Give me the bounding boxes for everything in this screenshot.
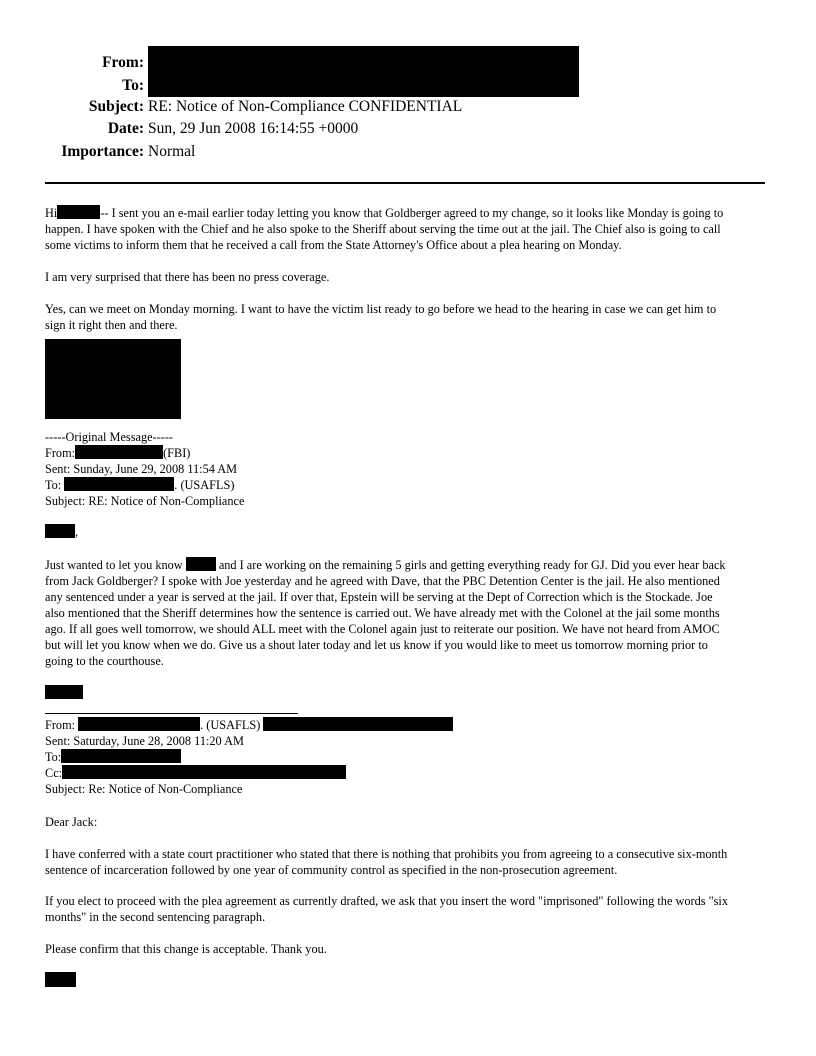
original-message-divider: -----Original Message----- (45, 430, 174, 444)
text-line: sign it right then and there. (45, 318, 178, 332)
text-line: from Jack Goldberger? I spoke with Joe yesterday and he agreed with Dave, that the PBC Detention Center is the jail. He also mentioned (45, 574, 720, 588)
original-message-2-header (45, 717, 770, 797)
text-span: From: (45, 718, 76, 732)
original-message-1-header (45, 429, 770, 509)
to-label: To: (122, 77, 144, 94)
text-span: -- I sent you an e-mail earlier today letting you know that Goldberger agreed to my change, so it looks like Monday is going to (100, 206, 724, 220)
text-span: (FBI) (163, 446, 191, 460)
redaction (45, 524, 75, 538)
text-span: . (USAFLS) (174, 478, 235, 492)
redaction-from-to (148, 46, 579, 97)
original-message-2-paragraph-1 (45, 846, 770, 878)
text-line (45, 445, 770, 461)
date-label: Date: (107, 120, 144, 137)
redaction (75, 445, 163, 459)
text-span: , (75, 525, 79, 539)
text-line: I have conferred with a state court practitioner who stated that there is nothing that prohibits you from agreeing to a consecutive six-month (45, 847, 728, 861)
redaction (263, 717, 453, 731)
text-span: To: (45, 750, 62, 764)
redaction-signature (45, 972, 76, 987)
text-line: I am very surprised that there has been no press coverage. (45, 270, 330, 284)
text-line: going to the courthouse. (45, 654, 164, 668)
redaction (78, 717, 200, 731)
text-line: Yes, can we meet on Monday morning. I want to have the victim list ready to go before we head to the hearing in case we can get him to (45, 302, 717, 316)
text-span: To: (45, 478, 62, 492)
text-line: Subject: RE: Notice of Non-Compliance (45, 494, 245, 508)
text-line: ago. If all goes well tomorrow, we should ALL meet with the Colonel again just to reiterate our position. We have not heard from AMOC (45, 622, 720, 636)
importance-label: Importance: (61, 143, 144, 160)
importance-value: Normal (148, 143, 196, 160)
text-span: Just wanted to let you know (45, 558, 183, 572)
text-line: any sentenced under a year is served at the jail. If over that, Epstein will be serving at the Dept of Correction which is the Stockade. Joe (45, 590, 713, 604)
redaction (57, 205, 100, 219)
original-message-1-greeting (45, 524, 770, 540)
reply-paragraph-3 (45, 301, 770, 333)
text-span: . (USAFLS) (200, 718, 261, 732)
reply-paragraph-1 (45, 205, 770, 253)
text-line: Subject: Re: Notice of Non-Compliance (45, 782, 243, 796)
redaction-signature (45, 339, 181, 419)
text-line: months" in the second sentencing paragraph. (45, 910, 266, 924)
text-span: Cc: (45, 766, 63, 780)
redaction-signature (45, 685, 83, 699)
message-separator (45, 713, 298, 714)
text-line (45, 524, 770, 540)
text-line: Sent: Sunday, June 29, 2008 11:54 AM (45, 462, 238, 476)
original-message-2-paragraph-2 (45, 893, 770, 925)
text-line (45, 477, 770, 493)
subject-label: Subject: (88, 98, 144, 115)
text-line (45, 765, 770, 781)
text-line: Please confirm that this change is acceptable. Thank you. (45, 942, 327, 956)
original-message-2-salutation (45, 814, 770, 830)
original-message-1-body (45, 557, 770, 669)
text-line: also mentioned that the Sheriff determines how the sentence is carried out. We have already met with the Colonel at the jail some months (45, 606, 720, 620)
text-line (45, 205, 770, 221)
text-span: From: (45, 446, 76, 460)
text-span: and I are working on the remaining 5 girls and getting everything ready for GJ. Did you ever hear back (218, 558, 726, 572)
redaction (186, 557, 216, 571)
redaction (64, 477, 174, 491)
date-value: Sun, 29 Jun 2008 16:14:55 +0000 (148, 120, 359, 137)
from-label: From: (102, 54, 144, 71)
text-line: Dear Jack: (45, 815, 98, 829)
text-line: sentence of incarceration followed by one year of community control as specified in the non-prosecution agreement. (45, 863, 618, 877)
text-line (45, 557, 770, 573)
reply-paragraph-2 (45, 269, 770, 285)
header-divider (45, 182, 765, 184)
redaction (62, 765, 346, 779)
text-line: Sent: Saturday, June 28, 2008 11:20 AM (45, 734, 244, 748)
text-line: happen. I have spoken with the Chief and he also spoke to the Sheriff about serving the time out at the jail. The Chief also is going to call (45, 222, 721, 236)
redaction (61, 749, 181, 763)
text-line (45, 717, 770, 733)
text-line (45, 749, 770, 765)
subject-value: RE: Notice of Non-Compliance CONFIDENTIAL (148, 98, 463, 115)
text-line: but will let you know when we do. Give us a shout later today and let us know if you would like to meet us tomorrow morning prior to (45, 638, 708, 652)
text-line: If you elect to proceed with the plea agreement as currently drafted, we ask that you insert the word "imprisoned" following the words "six (45, 894, 728, 908)
original-message-2-paragraph-3 (45, 941, 770, 957)
text-line: some victims to inform them that he received a call from the State Attorney's Office about a plea hearing on Monday. (45, 238, 622, 252)
text-span: Hi (45, 206, 58, 220)
